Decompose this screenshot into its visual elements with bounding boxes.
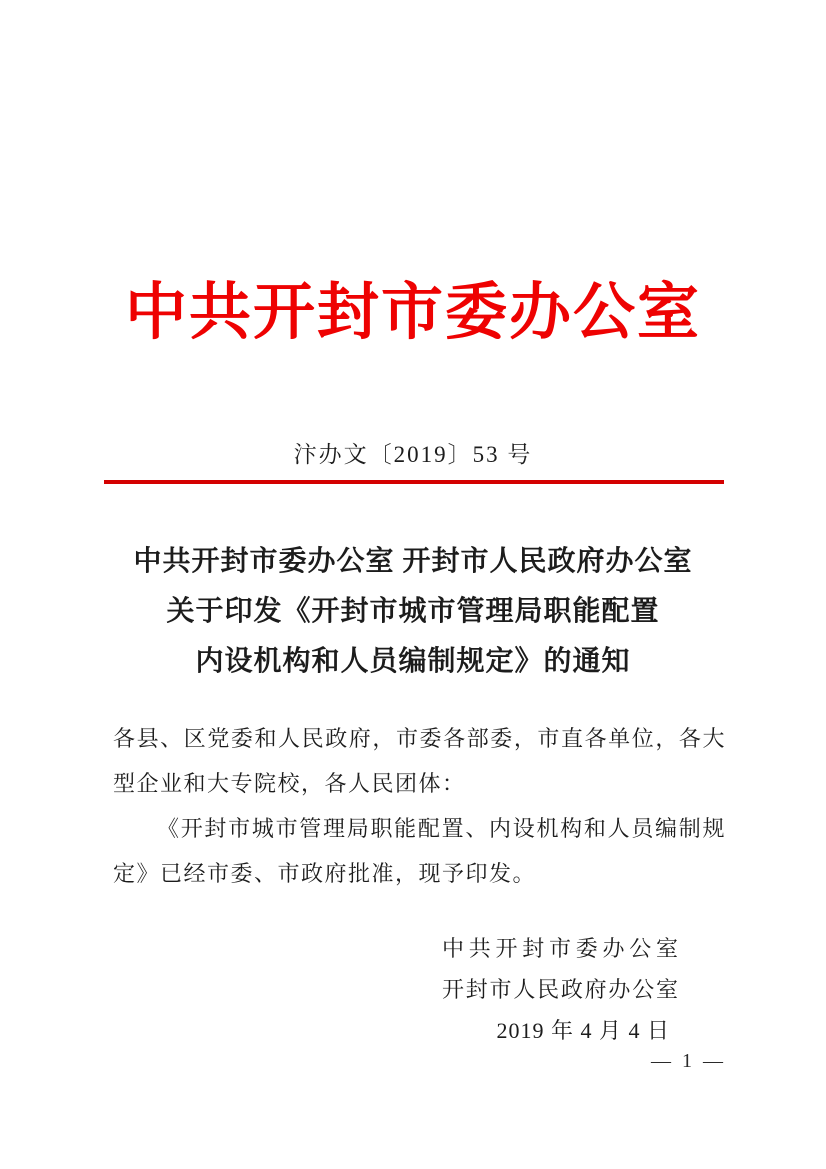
notice-title-line-1: 中共开封市委办公室 开封市人民政府办公室: [133, 546, 693, 577]
document-number: 汴办文〔2019〕53 号: [293, 442, 533, 467]
notice-title: [53, 537, 773, 687]
red-separator-line: [104, 480, 724, 484]
notice-title-line-3: 内设机构和人员编制规定》的通知: [195, 646, 631, 677]
signature-org-1: 中共开封市委办公室: [442, 936, 678, 961]
signature-date: 2019 年 4 月 4 日: [496, 1018, 670, 1043]
document-body: [113, 716, 726, 896]
signature-block: [442, 928, 678, 1051]
salutation-paragraph: 各县、区党委和人民政府，市委各部委，市直各单位，各大型企业和大专院校，各人民团体：: [113, 726, 726, 796]
notice-title-line-2: 关于印发《开封市城市管理局职能配置: [166, 596, 660, 627]
red-letterhead-title: 中共开封市委办公室: [124, 279, 701, 347]
page-number: — 1 —: [651, 1050, 726, 1072]
signature-org-2: 开封市人民政府办公室: [442, 977, 678, 1002]
body-paragraph: 《开封市城市管理局职能配置、内设机构和人员编制规定》已经市委、市政府批准，现予印发。: [113, 816, 726, 886]
